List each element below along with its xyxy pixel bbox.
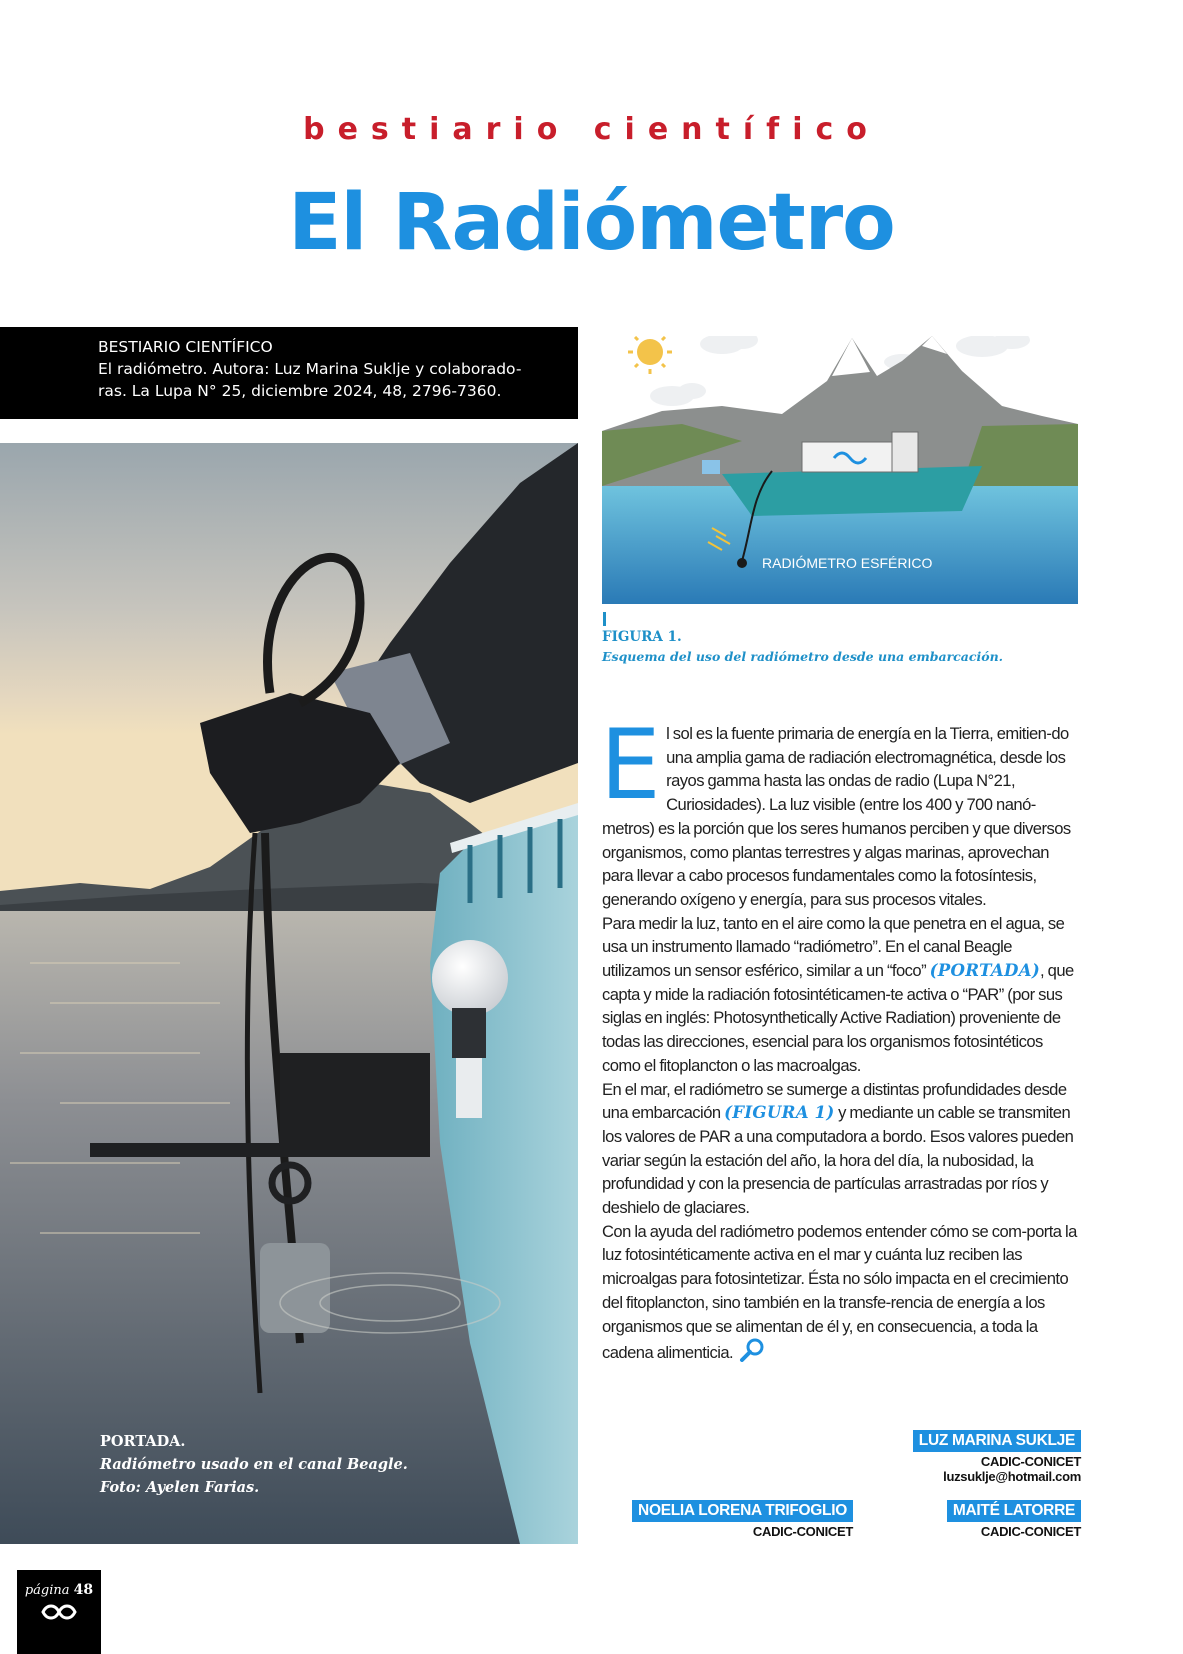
- author-3-name: MAITÉ LATORRE: [947, 1500, 1081, 1522]
- figure-label: FIGURA 1.: [602, 629, 682, 645]
- author-2-name: NOELIA LORENA TRIFOGLIO: [632, 1500, 853, 1522]
- citation-box: [0, 327, 578, 419]
- page-number-box: [17, 1570, 101, 1654]
- figure-diagram-label: RADIÓMETRO ESFÉRICO: [762, 555, 933, 571]
- cover-caption-text: Radiómetro usado en el canal Beagle.: [100, 1456, 408, 1473]
- paragraph-3-a: En el mar, el radiómetro se sumerge a distintas profundidades desde una embarcación: [602, 1079, 1067, 1123]
- citation-line-1: BESTIARIO CIENTÍFICO: [98, 338, 273, 356]
- author-3-affiliation: CADIC-CONICET: [980, 1524, 1081, 1539]
- author-2: [632, 1500, 853, 1539]
- page-number: [17, 1582, 101, 1598]
- figure-1-diagram: [602, 336, 1078, 604]
- section-kicker: bestiario científico: [303, 112, 880, 147]
- page-number-value: 48: [73, 1582, 94, 1598]
- page-title: El Radiómetro: [288, 178, 895, 268]
- paragraph-2: [602, 912, 1080, 1078]
- paragraph-2-b: , que capta y mide la radiación fotosintéticamen-te activa o “PAR” (por sus siglas en inglés: Photosynthetically Active Radiation) proveniente de todas las direcciones, esencial para los organismos fotosintéticos como el fitoplancton o las macroalgas.: [602, 961, 1074, 1075]
- paragraph-2-a: Para medir la luz, tanto en el aire como la que penetra en el agua, se usa un instrumento llamado “radiómetro”. En el canal Beagle utilizamos un sensor esférico, similar a un “foco”: [602, 913, 1065, 981]
- magnifier-icon: [739, 1338, 765, 1369]
- paragraph-3-b: y mediante un cable se transmiten los valores de PAR a una computadora a bordo. Esos valores pueden variar según la estación del año, la hora del día, la nubosidad, la profundidad y con la presencia de partículas arrastradas por ríos y deshielo de glaciares.: [602, 1103, 1074, 1218]
- cover-caption-credit: Foto: Ayelen Farias.: [100, 1479, 260, 1496]
- page-word: página: [24, 1583, 70, 1598]
- citation-line-2: El radiómetro. Autora: Luz Marina Suklje y colaborado-: [98, 360, 522, 378]
- lupa-logo-icon: [17, 1602, 101, 1627]
- author-2-affiliation: CADIC-CONICET: [752, 1524, 853, 1539]
- author-3: [947, 1500, 1081, 1539]
- figure-caption: [602, 628, 1078, 666]
- cover-photo: [0, 443, 578, 1544]
- figura-reference: (FIGURA 1): [724, 1102, 835, 1123]
- paragraph-1: l sol es la fuente primaria de energía en la Tierra, emitien-do una amplia gama de radiación electromagnética, desde los rayos gamma hasta las ondas de radio (Lupa N°21, Curiosidades). La luz visible (entre los 400 y 700 nanó-metros) es la porción que los seres humanos perciben y que diversos organismos, como plantas terrestres y algas marinas, aprovechan para llevar a cabo procesos fundamentales como la fotosíntesis, generando oxígeno y energía, para sus procesos vitales.: [602, 724, 1071, 909]
- cover-caption-label: PORTADA.: [100, 1433, 186, 1450]
- figure-caption-text: Esquema del uso del radiómetro desde una embarcación.: [602, 649, 1004, 664]
- portada-reference: (PORTADA): [929, 960, 1041, 981]
- article-body: [600, 709, 1080, 1369]
- author-1-affiliation: CADIC-CONICET: [980, 1454, 1081, 1469]
- paragraph-3: [602, 1078, 1080, 1220]
- paragraph-4: [602, 1220, 1080, 1369]
- citation-line-3: ras. La Lupa N° 25, diciembre 2024, 48, 2796-7360.: [98, 382, 502, 400]
- author-1: [913, 1430, 1081, 1484]
- paragraph-4-text: Con la ayuda del radiómetro podemos entender cómo se com-porta la luz fotosintéticamente activa en el mar y cuánta luz reciben las microalgas para fotosintetizar. Ésta no sólo impacta en el crecimiento del fitoplancton, sino también en la transfe-rencia de energía a los organismos que se alimentan de él y, en consecuencia, a toda la cadena alimenticia.: [602, 1221, 1077, 1363]
- author-1-name: LUZ MARINA SUKLJE: [913, 1430, 1081, 1452]
- author-1-email[interactable]: luzsuklje@hotmail.com: [943, 1469, 1081, 1484]
- cover-caption: [100, 1430, 408, 1499]
- figure-marker: [603, 612, 606, 626]
- drop-cap: E: [600, 709, 661, 821]
